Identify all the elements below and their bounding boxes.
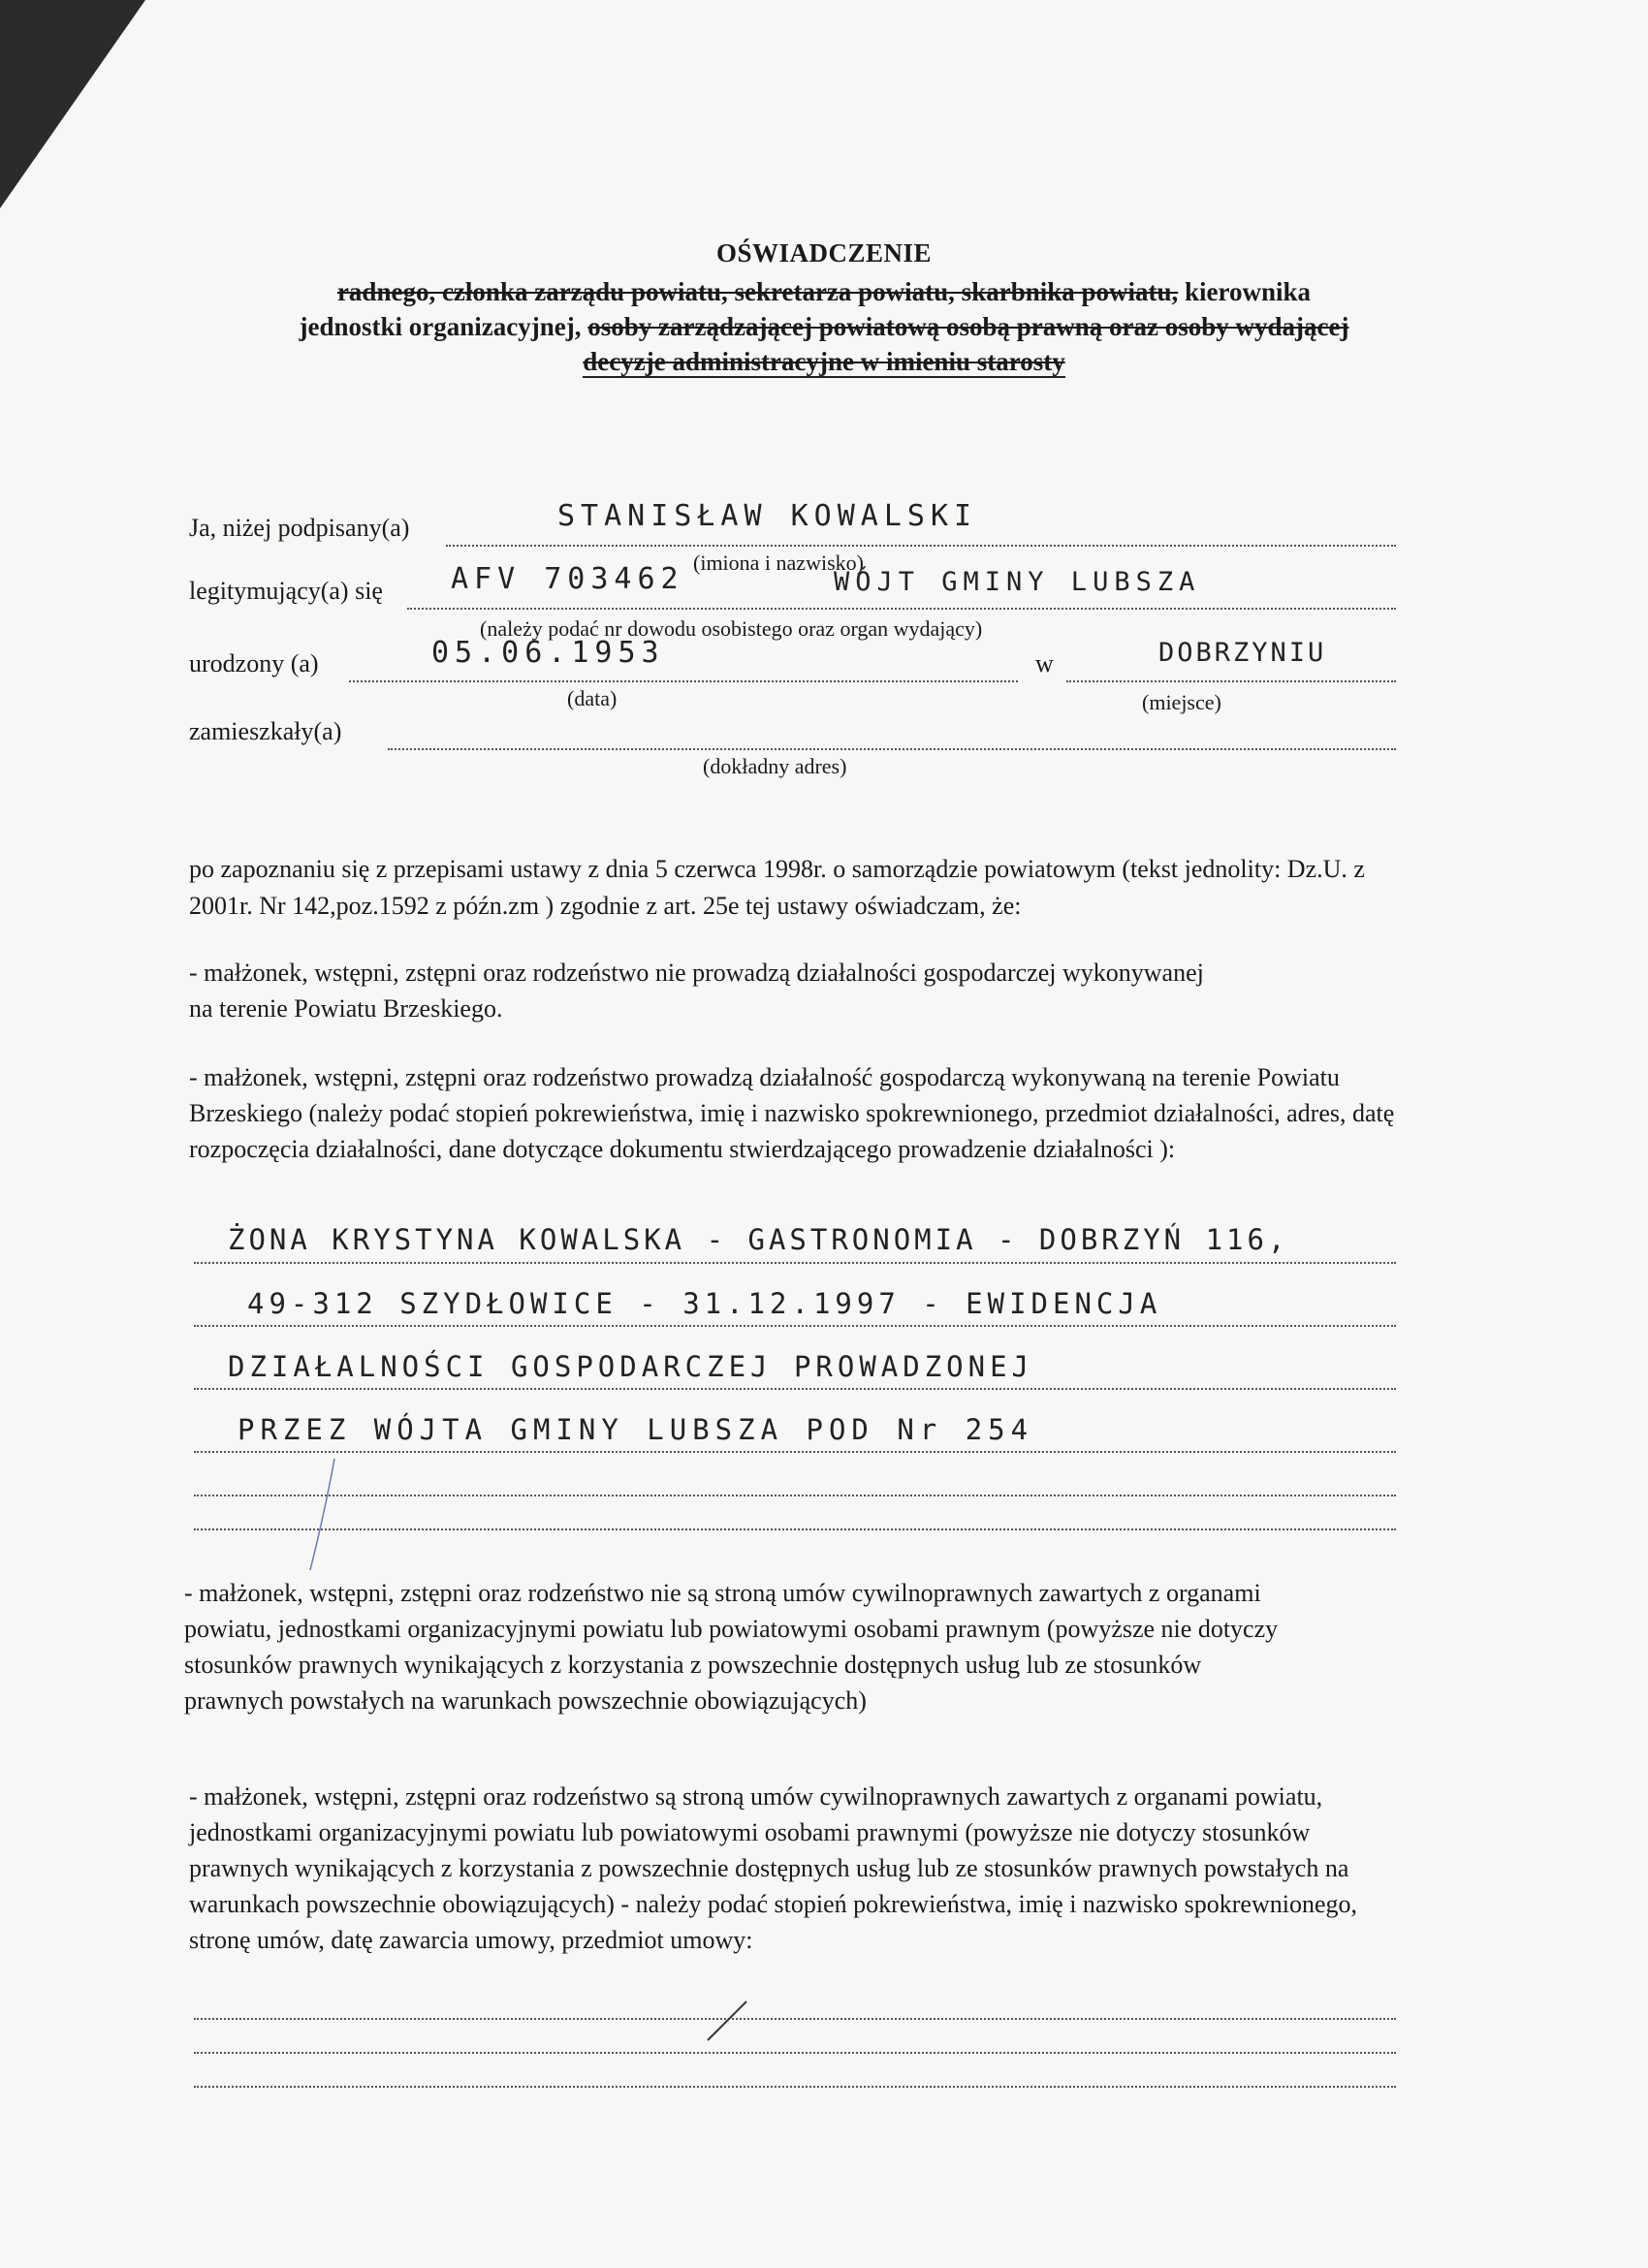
business-line-1	[194, 1262, 1396, 1264]
header-struck-text: radnego, członka zarządu powiatu, sekretarza powiatu, skarbnika powiatu,	[336, 277, 1179, 306]
contracts-line-2	[194, 2052, 1396, 2054]
business-line-6	[194, 1528, 1396, 1530]
id-field-line	[407, 608, 1396, 610]
section-business: - małżonek, wstępni, zstępni oraz rodzeństwo prowadzą działalność gospodarczą wykonywaną na terenie Powiatu Brzeskiego (należy podać stopień pokrewieństwa, imię i nazwisko spokrewnionego, przedmiot działalności, adres, datę rozpoczęcia działalności, dane dotyczące dokumentu stwierdzającego prowadzenie działalności ):	[189, 1063, 1395, 1163]
name-label: Ja, niżej podpisany(a)	[189, 514, 410, 542]
business-entry-2: 49-312 SZYDŁOWICE - 31.12.1997 - EWIDENCJA	[247, 1287, 1162, 1320]
date-caption: (data)	[567, 686, 618, 710]
contracts-line-3	[194, 2086, 1396, 2088]
born-date-value: 05.06.1953	[431, 636, 665, 670]
business-entry-1: ŻONA KRYSTYNA KOWALSKA - GASTRONOMIA - DOBRZYŃ 116,	[228, 1223, 1289, 1256]
section-no-contracts: - małżonek, wstępni, zstępni oraz rodzeństwo nie są stroną umów cywilnoprawnych zawartych z organami powiatu, jednostkami organizacyjnymi powiatu lub powiatowymi osobami prawnym (powyższe nie dotyczy stosunków prawnych wynikających z korzystania z powszechnie dostępnych usług lub ze stosunków prawnych powstałych na warunkach powszechnie obowiązujących)	[184, 1579, 1279, 1715]
header-unit-text: jednostki organizacyjnej,	[299, 312, 588, 341]
header-role-text: kierownika	[1178, 277, 1312, 306]
born-label: urodzony (a)	[189, 649, 319, 677]
born-date-line	[349, 680, 1018, 682]
address-label: zamieszkały(a)	[189, 717, 342, 745]
business-line-2	[194, 1325, 1396, 1327]
header-struck-text-3: decyzje administracyjne w imieniu starosty	[583, 347, 1065, 376]
id-number-value: AFV 703462	[451, 562, 684, 596]
section-contracts: - małżonek, wstępni, zstępni oraz rodzeństwo są stroną umów cywilnoprawnych zawartych z organami powiatu, jednostkami organizacyjnymi powiatu lub powiatowymi osobami prawnymi (powyższe nie dotyczy stosunków prawnych wynikających z korzystania z powszechnie dostępnych usług lub ze stosunków prawnych powstałych na warunkach powszechnie obowiązujących) - należy podać stopień pokrewieństwa, imię i nazwisko spokrewnionego, stronę umów, datę zawarcia umowy, przedmiot umowy:	[189, 1782, 1357, 1954]
name-caption: (imiona i nazwisko)	[693, 551, 864, 575]
born-place-line	[1066, 680, 1396, 682]
header-line-2	[0, 312, 1648, 342]
section-no-business: - małżonek, wstępni, zstępni oraz rodzeństwo nie prowadzą działalności gospodarczej wykonywanej na terenie Powiatu Brzeskiego.	[189, 959, 1204, 1023]
scan-shadow-corner	[0, 0, 145, 208]
document-title: OŚWIADCZENIE	[715, 238, 933, 268]
pen-stroke-mark	[291, 1454, 349, 1580]
business-line-4	[194, 1451, 1396, 1453]
business-entry-3: DZIAŁALNOŚCI GOSPODARCZEJ PROWADZONEJ	[228, 1350, 1034, 1383]
header-line-1	[0, 277, 1648, 307]
name-value: STANISŁAW KOWALSKI	[557, 499, 978, 533]
born-place-value: DOBRZYNIU	[1158, 638, 1327, 668]
header-struck-text-2: osoby zarządzającej powiatową osobą prawną oraz osoby wydającej	[587, 312, 1349, 341]
intro-paragraph: po zapoznaniu się z przepisami ustawy z dnia 5 czerwca 1998r. o samorządzie powiatowym (tekst jednolity: Dz.U. z 2001r. Nr 142,poz.1592 z późn.zm ) zgodnie z art. 25e tej ustawy oświadczam, że:	[189, 855, 1365, 920]
business-line-5	[194, 1495, 1396, 1496]
id-caption: (należy podać nr dowodu osobistego oraz organ wydający)	[480, 616, 983, 641]
place-caption: (miejsce)	[1142, 690, 1221, 714]
pen-slash-mark	[698, 1997, 756, 2045]
business-line-3	[194, 1388, 1396, 1390]
contracts-line-1	[194, 2018, 1396, 2020]
address-field-line	[388, 748, 1396, 750]
business-entry-4: PRZEZ WÓJTA GMINY LUBSZA POD Nr 254	[238, 1413, 1034, 1446]
id-label: legitymujący(a) się	[189, 577, 383, 605]
header-line-3	[0, 347, 1648, 377]
name-field-line	[446, 545, 1396, 547]
born-in-label: w	[1035, 649, 1054, 677]
address-caption: (dokładny adres)	[703, 754, 847, 778]
id-issuer-value: WÓJT GMINY LUBSZA	[834, 567, 1201, 597]
